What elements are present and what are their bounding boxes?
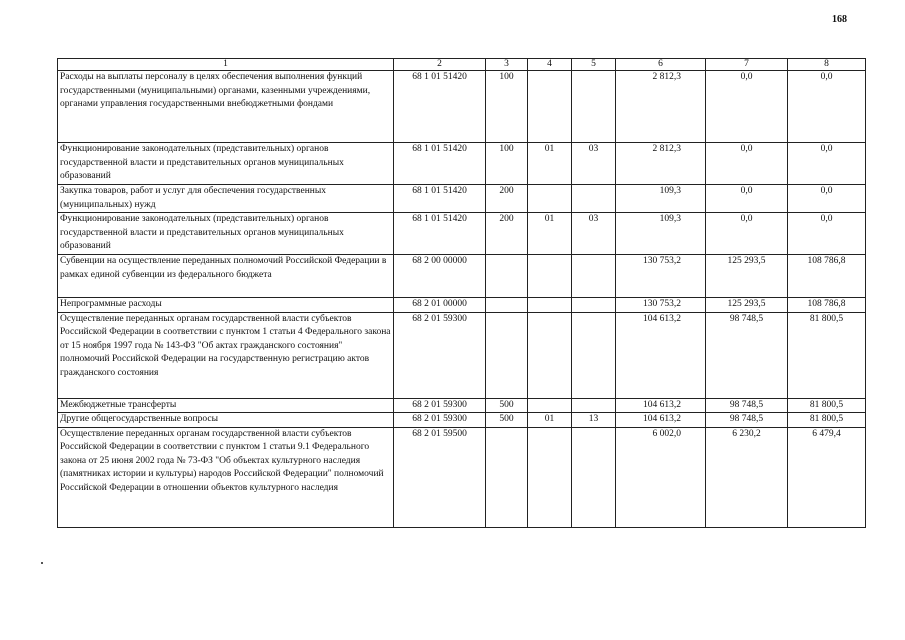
target-article-code-cell: 68 2 01 59300 bbox=[394, 398, 486, 413]
subsection-cell bbox=[572, 255, 616, 298]
header-cell: 1 bbox=[58, 59, 394, 71]
row-name-cell: Функционирование законодательных (представительных) органов государственной власти и представительных органов муниципальных образований bbox=[58, 213, 394, 255]
table-row bbox=[58, 298, 866, 313]
amount-col6-cell: 104 613,2 bbox=[616, 413, 706, 428]
row-name-cell: Закупка товаров, работ и услуг для обеспечения государственных (муниципальных) нужд bbox=[58, 185, 394, 213]
target-article-code-cell: 68 2 01 59300 bbox=[394, 413, 486, 428]
row-name-cell: Осуществление переданных органам государственной власти субъектов Российской Федерации в соответствии с пунктом 1 статьи 9.1 Федерального закона от 25 июня 2002 года № 73-ФЗ "Об объектах культурного наследия (памятниках истории и культуры) народов Российской Федерации" полномочий Российской Федерации в отношении объектов культурного наследия bbox=[58, 427, 394, 527]
subsection-cell bbox=[572, 185, 616, 213]
section-cell bbox=[528, 255, 572, 298]
row-name-cell: Функционирование законодательных (представительных) органов государственной власти и представительных органов муниципальных образований bbox=[58, 143, 394, 185]
amount-col7-cell: 0,0 bbox=[706, 185, 788, 213]
amount-col7-cell: 0,0 bbox=[706, 143, 788, 185]
amount-col6-cell: 109,3 bbox=[616, 213, 706, 255]
amount-col8-cell: 108 786,8 bbox=[788, 255, 866, 298]
section-cell bbox=[528, 312, 572, 398]
section-cell bbox=[528, 298, 572, 313]
amount-col7-cell: 0,0 bbox=[706, 213, 788, 255]
row-name-cell: Субвенции на осуществление переданных полномочий Российской Федерации в рамках единой субвенции из федерального бюджета bbox=[58, 255, 394, 298]
subsection-cell bbox=[572, 298, 616, 313]
table-row bbox=[58, 213, 866, 255]
table-row bbox=[58, 312, 866, 398]
amount-col6-cell: 6 002,0 bbox=[616, 427, 706, 527]
row-name-cell: Межбюджетные трансферты bbox=[58, 398, 394, 413]
target-article-code-cell: 68 2 01 59500 bbox=[394, 427, 486, 527]
section-cell: 01 bbox=[528, 413, 572, 428]
expense-type-cell bbox=[486, 255, 528, 298]
header-cell: 3 bbox=[486, 59, 528, 71]
subsection-cell bbox=[572, 71, 616, 143]
table-row bbox=[58, 413, 866, 428]
subsection-cell bbox=[572, 312, 616, 398]
target-article-code-cell: 68 2 00 00000 bbox=[394, 255, 486, 298]
amount-col6-cell: 130 753,2 bbox=[616, 298, 706, 313]
header-cell: 4 bbox=[528, 59, 572, 71]
row-name-cell: Осуществление переданных органам государственной власти субъектов Российской Федерации в соответствии с пунктом 1 статьи 4 Федерального закона от 15 ноября 1997 года № 143-ФЗ "Об актах гражданского состояния" полномочий Российской Федерации на государственную регистрацию актов гражданского состояния bbox=[58, 312, 394, 398]
amount-col7-cell: 98 748,5 bbox=[706, 398, 788, 413]
amount-col7-cell: 125 293,5 bbox=[706, 255, 788, 298]
header-cell: 2 bbox=[394, 59, 486, 71]
target-article-code-cell: 68 1 01 51420 bbox=[394, 213, 486, 255]
subsection-cell: 03 bbox=[572, 143, 616, 185]
amount-col8-cell: 0,0 bbox=[788, 213, 866, 255]
amount-col8-cell: 81 800,5 bbox=[788, 312, 866, 398]
row-name-cell: Расходы на выплаты персоналу в целях обеспечения выполнения функций государственными (муниципальными) органами, казенными учреждениями, органами управления государственными внебюджетными фондами bbox=[58, 71, 394, 143]
amount-col8-cell: 81 800,5 bbox=[788, 398, 866, 413]
amount-col6-cell: 104 613,2 bbox=[616, 398, 706, 413]
amount-col6-cell: 2 812,3 bbox=[616, 71, 706, 143]
subsection-cell: 03 bbox=[572, 213, 616, 255]
header-cell: 6 bbox=[616, 59, 706, 71]
section-cell bbox=[528, 398, 572, 413]
target-article-code-cell: 68 2 01 59300 bbox=[394, 312, 486, 398]
subsection-cell bbox=[572, 398, 616, 413]
expense-type-cell: 100 bbox=[486, 143, 528, 185]
amount-col8-cell: 0,0 bbox=[788, 185, 866, 213]
table-row bbox=[58, 143, 866, 185]
table-row bbox=[58, 427, 866, 527]
target-article-code-cell: 68 1 01 51420 bbox=[394, 143, 486, 185]
header-cell: 8 bbox=[788, 59, 866, 71]
amount-col8-cell: 81 800,5 bbox=[788, 413, 866, 428]
expense-type-cell: 100 bbox=[486, 71, 528, 143]
table-row bbox=[58, 398, 866, 413]
expense-type-cell: 200 bbox=[486, 185, 528, 213]
target-article-code-cell: 68 1 01 51420 bbox=[394, 185, 486, 213]
amount-col7-cell: 98 748,5 bbox=[706, 312, 788, 398]
amount-col6-cell: 2 812,3 bbox=[616, 143, 706, 185]
row-name-cell: Другие общегосударственные вопросы bbox=[58, 413, 394, 428]
table-body bbox=[58, 59, 866, 528]
amount-col6-cell: 109,3 bbox=[616, 185, 706, 213]
table-row bbox=[58, 255, 866, 298]
subsection-cell bbox=[572, 427, 616, 527]
header-cell: 7 bbox=[706, 59, 788, 71]
section-cell bbox=[528, 185, 572, 213]
table-row bbox=[58, 71, 866, 143]
page-number: 168 bbox=[832, 14, 847, 25]
expense-type-cell bbox=[486, 298, 528, 313]
amount-col6-cell: 104 613,2 bbox=[616, 312, 706, 398]
section-cell bbox=[528, 427, 572, 527]
subsection-cell: 13 bbox=[572, 413, 616, 428]
row-name-cell: Непрограммные расходы bbox=[58, 298, 394, 313]
amount-col7-cell: 6 230,2 bbox=[706, 427, 788, 527]
amount-col8-cell: 0,0 bbox=[788, 71, 866, 143]
section-cell bbox=[528, 71, 572, 143]
amount-col7-cell: 0,0 bbox=[706, 71, 788, 143]
expense-type-cell: 200 bbox=[486, 213, 528, 255]
expense-type-cell bbox=[486, 427, 528, 527]
amount-col7-cell: 125 293,5 bbox=[706, 298, 788, 313]
amount-col8-cell: 6 479,4 bbox=[788, 427, 866, 527]
target-article-code-cell: 68 2 01 00000 bbox=[394, 298, 486, 313]
table-row bbox=[58, 185, 866, 213]
amount-col8-cell: 108 786,8 bbox=[788, 298, 866, 313]
section-cell: 01 bbox=[528, 213, 572, 255]
amount-col7-cell: 98 748,5 bbox=[706, 413, 788, 428]
target-article-code-cell: 68 1 01 51420 bbox=[394, 71, 486, 143]
amount-col8-cell: 0,0 bbox=[788, 143, 866, 185]
amount-col6-cell: 130 753,2 bbox=[616, 255, 706, 298]
header-cell: 5 bbox=[572, 59, 616, 71]
expense-type-cell: 500 bbox=[486, 398, 528, 413]
section-cell: 01 bbox=[528, 143, 572, 185]
expense-type-cell: 500 bbox=[486, 413, 528, 428]
budget-table bbox=[57, 58, 866, 528]
column-number-header-row bbox=[58, 59, 866, 71]
expense-type-cell bbox=[486, 312, 528, 398]
scan-speck bbox=[41, 562, 43, 564]
